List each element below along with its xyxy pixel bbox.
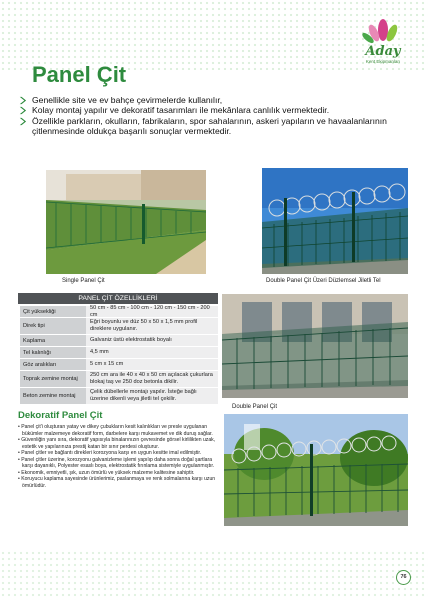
feature-text: Özellikle parkların, okulların, fabrikaların, spor sahalarının, askeri yapıların ve havaalanlarının çitlenmesinde oldukça başarılı sonuçlar vermektedir. [32, 115, 387, 137]
spec-row [18, 335, 218, 346]
double-panel-photo [222, 294, 408, 398]
spec-row [18, 347, 218, 358]
page-number: 76 [396, 570, 411, 585]
spec-key: Direk tipi [20, 318, 86, 334]
feature-text: Genellikle site ve ev bahçe çevirmelerde kullanılır, [32, 95, 223, 105]
decor-paragraph: • Koruyucu kaplama sayesinde ürünlerimiz, paslanmaya ve renk solmalarına karşı uzun ömürlüdür. [18, 476, 216, 489]
flower-icon [358, 18, 408, 46]
spec-table-header: PANEL ÇİT ÖZELLİKLERİ [18, 293, 218, 304]
feature-item [18, 105, 418, 115]
spec-value: 250 cm ara ile 40 x 40 x 50 cm açılacak çukurlara blokaj taş ve 250 doz betonla dikilir. [86, 371, 218, 387]
spec-value: Galvaniz üstü elektrostatik boyalı [86, 335, 218, 346]
spec-key: Toprak zemine montaj [20, 371, 86, 387]
brand-tagline: Kent Ekipmanları [365, 59, 401, 64]
chevron-right-icon [18, 117, 27, 126]
spec-row [18, 371, 218, 387]
double-panel-caption: Double Panel Çit [232, 404, 278, 410]
brand-name: Aday [365, 44, 401, 59]
chevron-right-icon [18, 106, 27, 115]
spec-key: Göz aralıkları [20, 359, 86, 370]
decor-paragraph: • Panel çitler ve bağlantı direkleri korozyona karşı en uygun kesitte imal edilmiştir. [18, 450, 202, 457]
spec-value: Eğri boyunlu ve düz 50 x 50 x 1,5 mm profil direklere uygulanır. [86, 318, 218, 334]
feature-list [18, 95, 418, 137]
spec-row [18, 306, 218, 317]
single-panel-photo [46, 170, 206, 274]
spec-value: 4,5 mm [86, 347, 218, 358]
chevron-right-icon [18, 96, 27, 105]
decor-paragraph: • Güvenliğin yanı sıra, dekoratif yapısıyla binalarınızın çevresinde görsel kirlilikten uzak, estetik ve yapılarınıza prestij katan bir sınır perdesi oluşturur. [18, 437, 216, 450]
single-panel-caption: Single Panel Çit [62, 278, 105, 284]
spec-value: 50 cm - 85 cm - 100 cm - 120 cm - 150 cm - 200 cm [86, 306, 218, 317]
spec-key: Tel kalınlığı [20, 347, 86, 358]
feature-text: Kolay montaj yapılır ve dekoratif tasarımları ile mekânlara canlılık vermektedir. [32, 105, 330, 116]
spec-value: 5 cm x 15 cm [86, 359, 218, 370]
decorative-panel-photo [224, 414, 408, 526]
decor-title: Dekoratif Panel Çit [18, 410, 103, 421]
decor-paragraph: • Panel çitler üzerine, korozyonu galvanizleme işlemi yapılıp daha sonra doğal şartlara karşı dayanıklı, Polyester esaslı boya, elektrostatik fırınlama sistemiyle uygulanmıştır. [18, 456, 215, 470]
feature-item [18, 95, 418, 105]
decor-description [18, 424, 222, 489]
double-panel-wire-caption: Double Panel Çit Üzeri Düzlemsel Jiletli Tel [266, 278, 381, 284]
spec-key: Beton zemine montaj [20, 388, 86, 404]
page-title: Panel Çit [32, 62, 127, 87]
feature-item [18, 116, 418, 137]
brand-logo [348, 18, 418, 64]
spec-key: Kaplama [20, 335, 86, 346]
spec-value: Çelik dübellerle montajı yapılır. İsteğe bağlı üzerine dikenli veya jiletli tel çekilir. [86, 388, 218, 404]
decor-paragraph: • Ekonomik, emniyetli, şık, uzun ömürlü ve yüksek malzeme kalitesine sahiptir. [18, 469, 195, 476]
spec-key: Çit yüksekliği [20, 306, 86, 317]
spec-row [18, 388, 218, 404]
spec-row [18, 359, 218, 370]
dot-pattern-bottom [0, 550, 428, 600]
double-panel-wire-photo [262, 168, 408, 274]
decor-paragraph: • Panel çit'i oluşturan yatay ve dikey çubukların kesit kalınlıkları ve presle uygulanan bükümler malzemeye dekoratif form, darbelere karşı mukavemet ve dik duruş sağlar. [18, 424, 213, 437]
spec-row [18, 318, 218, 334]
